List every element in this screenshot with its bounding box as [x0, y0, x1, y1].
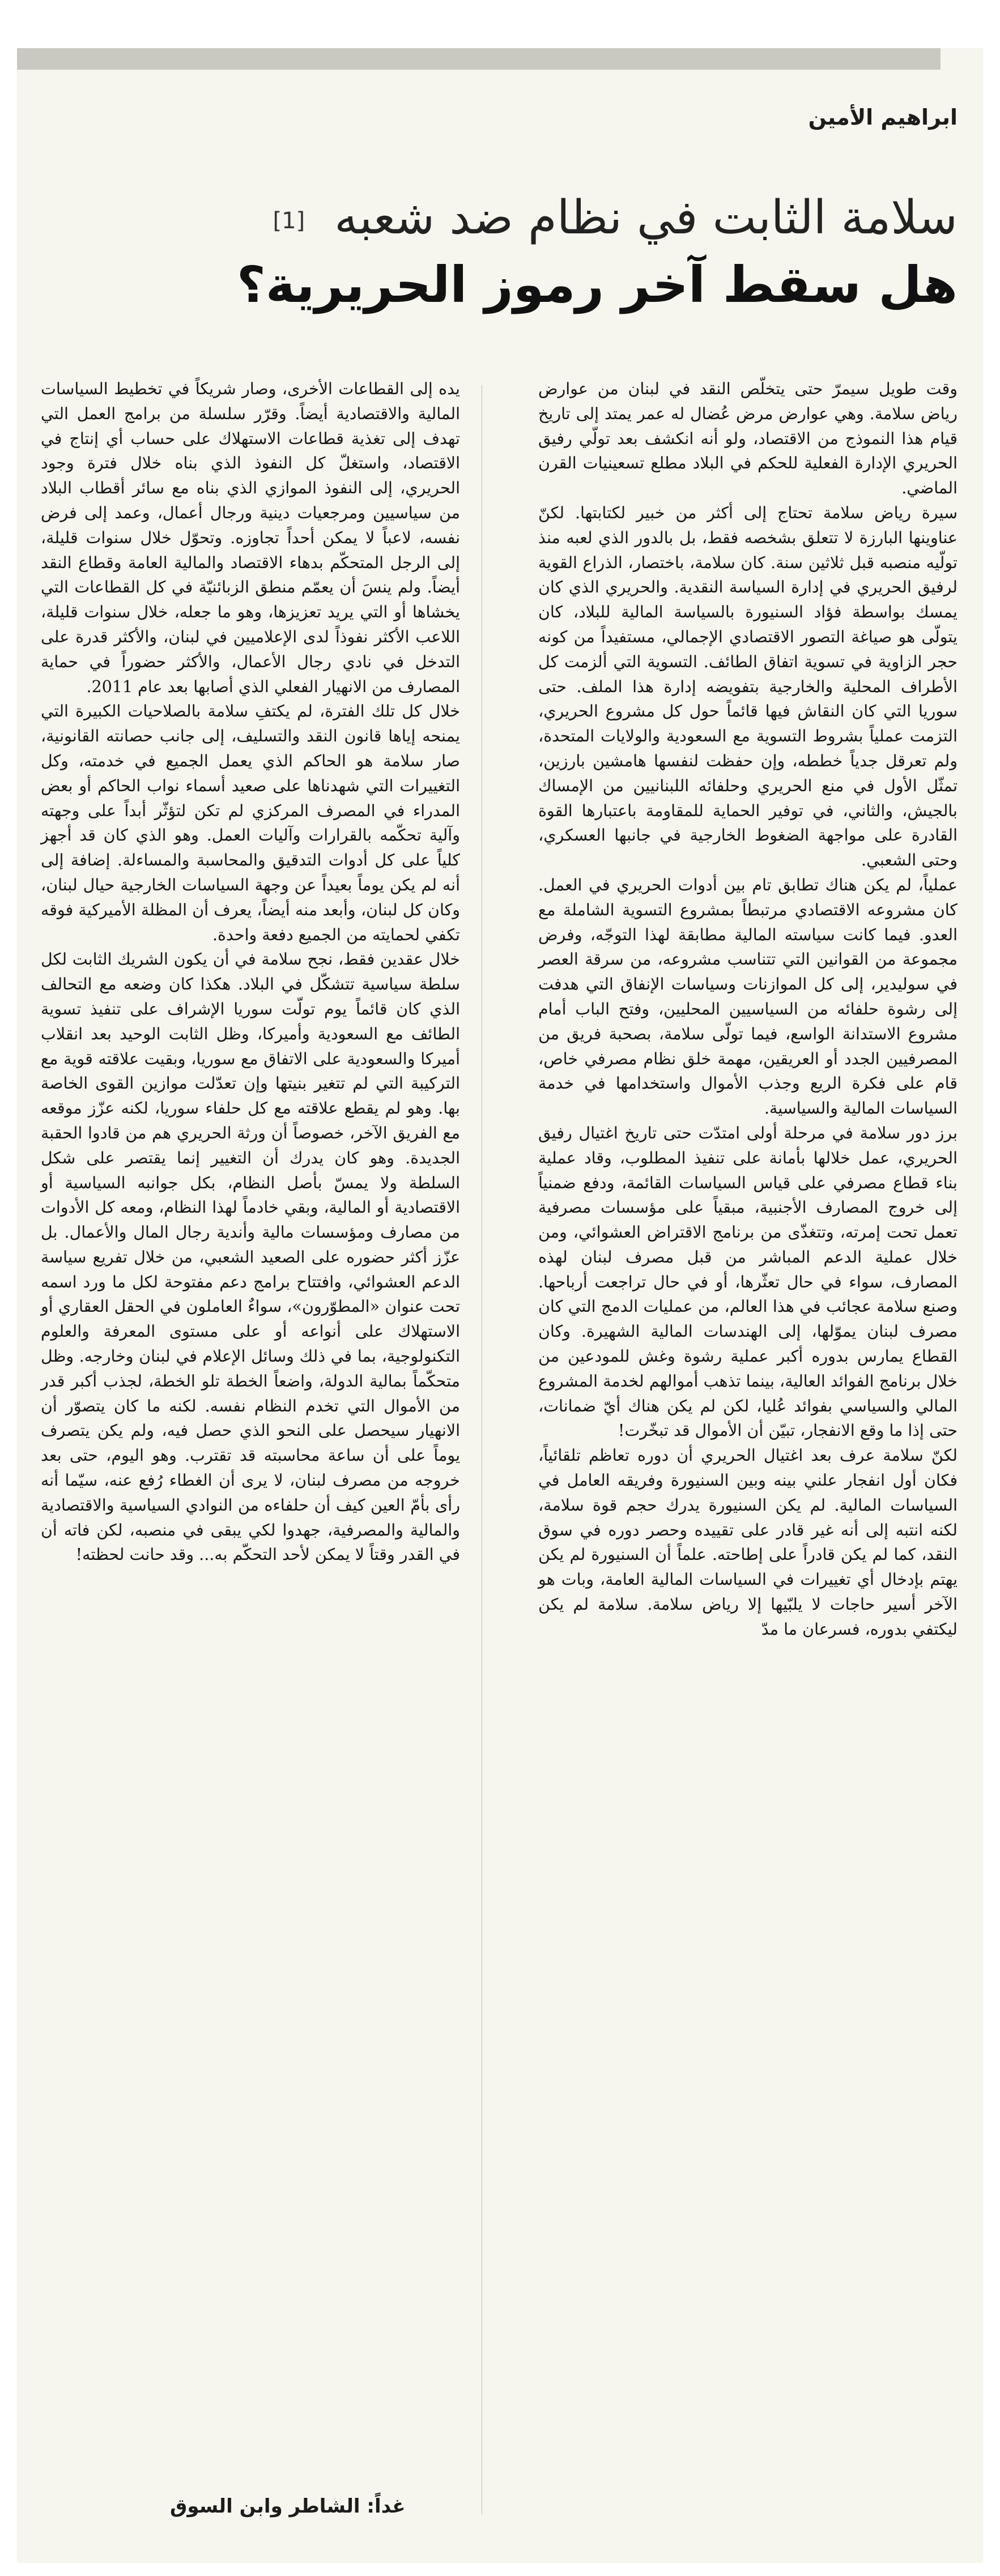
top-band — [17, 48, 941, 70]
headline-sub: هل سقط آخر رموز الحريرية؟ — [236, 255, 958, 314]
next-part-note: غداً: الشاطر وابن السوق — [170, 2495, 406, 2518]
article-column-left: يده إلى القطاعات الأخرى، وصار شريكاً في تخطيط السياسات المالية والاقتصادية أيضاً. وقرّر سلسلة من برامج العمل التي تهدف إلى تغذية قطاعات الاستهلاك على حساب أي إنتاج في الاقتصاد، واستغلّ كل النفوذ الذي بناه خلال فترة وجود الحريري، إلى النفوذ الموازي الذي بناه مع سائر أقطاب البلاد من سياسيين ومرجعيات دينية ورجال أعمال، وعمد إلى فرض نفسه، لاعباً لا يمكن أحداً تجاوزه. وتحوّل خلال سنوات قليلة، إلى الرجل المتحكّم بدهاء الاقتصاد والمالية العامة وقطاع النقد أيضاً. ولم ينسَ أن يعمّم منطق الزبائنيّة في كل القطاعات التي يخشاها أو التي يريد تعزيزها، وهو ما جعله، خلال سنوات قليلة، اللاعب الأكثر نفوذاً لدى الإعلاميين في لبنان، والأكثر قدرة على التدخل في نادي رجال الأعمال، والأكثر حضوراً في حماية المصارف من الانهيار الفعلي الذي أصابها بعد عام 2011. خلال كل تلك الفترة، لم يكتفِ سلامة بالصلاحيات الكبيرة التي يمنحه إياها قانون النقد والتسليف، إلى جانب حصانته القانونية، صار سلامة هو الحاكم الذي يعمل الجميع في خدمته، وكل التغييرات التي شهدناها على صعيد أسماء نواب الحاكم أو بعض المدراء في المصرف المركزي لم تكن لتؤثّر أبداً على وجهته وآلية تحكّمه بالقرارات وآليات العمل. وهو الذي كان قد أجهز كلياً على كل أدوات التدقيق والمحاسبة والمساءلة. إضافة إلى أنه لم يكن يوماً بعيداً عن وجهة السياسات الخارجية حيال لبنان، وكان كل لبنان، وأبعد منه أيضاً، يعرف أن المظلة الأميركية فوقه تكفي لحمايته من الجميع دفعة واحدة. خلال عقدين فقط، نجح سلامة في أن يكون الشريك الثابت لكل سلطة سياسية تتشكّل في البلاد. هكذا كان وضعه مع التحالف الذي كان قائماً يوم تولّت سوريا الإشراف على تنفيذ تسوية الطائف مع السعودية وأميركا، وظل الثابت الوحيد بعد انقلاب أميركا والسعودية على الاتفاق مع سوريا، وبقيت علاقته قوية مع التركيبة التي لم تتغير بنيتها وإن تعدّلت موازين القوى الخاصة بها. وهو لم يقطع علاقته مع كل حلفاء سوريا، لكنه عزّز موقعه مع الفريق الآخر، خصوصاً أن ورثة الحريري هم من قادوا الحقبة الجديدة. وهو كان يدرك أن التغيير إنما يقتصر على شكل السلطة ولا يمسّ بأصل النظام، بكل جوانبه السياسية أو الاقتصادية أو المالية، وبقي خادماً لهذا النظام، ومعه كل الأدوات من مصارف ومؤسسات مالية وأندية رجال المال والأعمال. بل عزّز أكثر حضوره على الصعيد الشعبي، من خلال تفريع سياسة الدعم العشوائي، وافتتاح برامج دعم مفتوحة لكل ما ورد اسمه تحت عنوان «المطوّرون»، سواءٌ العاملون في الحقل العقاري أو الاستهلاك على أنواعه أو على مستوى المعرفة والعلوم التكنولوجية، بما في ذلك وسائل الإعلام في لبنان وخارجه. وظل متحكّماً بمالية الدولة، واضعاً الخطة تلو الخطة، لجذب أكبر قدر من الأموال التي تخدم النظام نفسه. لكنه ما كان يتصوّر أن الانهيار سيحصل على النحو الذي حصل فيه، ولم يكن يتصرف يوماً على أن ساعة محاسبته قد تقترب. وهو اليوم، حتى بعد خروجه من مصرف لبنان، لا يرى أن الغطاء رُفع عنه، سيّما أنه رأى بأمّ العين كيف أن حلفاءه من النوادي السياسية والاقتصادية والمالية والمصرفية، جهدوا لكي يبقى في منصبه، لكن فاته أن في القدر وقتاً لا يمكن لأحد التحكّم به... وقد حانت لحظته! — [41, 379, 460, 1564]
part-marker: [1] — [273, 207, 305, 234]
author-byline: ابراهيم الأمين — [808, 105, 958, 130]
article-column-right: وقت طويل سيمرّ حتى يتخلّص النقد في لبنان من عوارض رياض سلامة. وهي عوارض مرض عُضال له عمر يمتد إلى تاريخ قيام هذا النموذج من الاقتصاد، ولو أنه انكشف بعد تولّي رفيق الحريري الإدارة الفعلية للحكم في البلاد مطلع تسعينيات القرن الماضي. سيرة رياض سلامة تحتاج إلى أكثر من خبير لكتابتها. لكنّ عناوينها البارزة لا تتعلق بشخصه فقط، بل بالدور الذي لعبه منذ تولّيه منصبه قبل ثلاثين سنة. كان سلامة، باختصار، الذراع القوية لرفيق الحريري في إدارة السياسة النقدية. والحريري الذي كان يمسك بواسطة فؤاد السنيورة بالسياسة المالية للبلاد، كان يتولّى هو صياغة التصور الاقتصادي الإجمالي، مستفيداً من كونه حجر الزاوية في تسوية اتفاق الطائف. التسوية التي ألزمت كل الأطراف المحلية والخارجية بتفويضه إدارة هذا الملف. حتى سوريا التي كان النقاش فيها قائماً حول كل مشروع الحريري، التزمت عملياً بشروط التسوية مع السعودية والولايات المتحدة، ولم تعرقل جدياً خططه، وإن حفظت لنفسها هامشين بارزين، تمثّل الأول في منع الحريري وحلفائه اللبنانيين من الإمساك بالجيش، والثاني، في توفير الحماية للمقاومة باعتبارها القوة القادرة على مواجهة الضغوط الخارجية في جانبها العسكري، وحتى الشعبي. عملياً، لم يكن هناك تطابق تام بين أدوات الحريري في العمل. كان مشروعه الاقتصادي مرتبطاً بمشروع التسوية الشاملة مع العدو. فيما كانت سياسته المالية مطابقة لهذا التوجّه، وفرض مجموعة من القوانين التي تتناسب مشروعه، من سرقة العصر في سوليدير، إلى كل الموازنات وسياسات الإنفاق التي هدفت إلى رشوة حلفائه من السياسيين المحليين، وفتح الباب أمام مشروع الاستدانة الواسع، فيما تولّى سلامة، بصحبة فريق من المصرفيين الجدد أو العريقين، مهمة خلق نظام مصرفي خاص، قام على فكرة الريع وجذب الأموال واستخدامها في خدمة السياسات المالية والسياسية. برز دور سلامة في مرحلة أولى امتدّت حتى تاريخ اغتيال رفيق الحريري، عمل خلالها بأمانة على تنفيذ المطلوب، وقاد عملية بناء قطاع مصرفي على قياس السياسات القائمة، ودفع ضمنياً إلى خروج المصارف الأجنبية، مبقياً على مؤسسات مصرفية تعمل تحت إمرته، وتتغذّى من برنامج الاقتراض العشوائي، ومن خلال عملية الدعم المباشر من قبل مصرف لبنان لهذه المصارف، سواء في حال تعثّرها، أو في حال تراجعت أرباحها. وصنع سلامة عجائب في هذا العالم، من عمليات الدمج التي كان مصرف لبنان يموّلها، إلى الهندسات المالية الشهيرة. وكان القطاع يمارس بدوره أكبر عملية رشوة وغش للمودعين من خلال برنامج الفوائد العالية، بينما تذهب أموالهم لخدمة المشروع المالي والسياسي بفوائد عُليا، لكن لم يكن هناك أيّ ضمانات، حتى إذا ما وقع الانفجار، تبيّن أن الأموال قد تبخّرت! لكنّ سلامة عرف بعد اغتيال الحريري أن دوره تعاظم تلقائياً، فكان أول انفجار علني بينه وبين السنيورة وفريقه العامل في السياسات المالية. لم يكن السنيورة يدرك حجم قوة سلامة، لكنه انتبه إلى أنه غير قادر على تقييده وحصر دوره في سوق النقد، كما لم يكن قادراً على إطاحته. علماً أن السنيورة لم يكن يهتم بإدخال أي تغييرات في السياسات المالية العامة، وبات هو الآخر أسير حاجات لا يلبّيها إلا رياض سلامة. سلامة لم يكن ليكتفي بدوره، فسرعان ما مدّ — [538, 379, 958, 1639]
headline-main-text: سلامة الثابت في نظام ضد شعبه — [334, 191, 958, 245]
headline-main — [74, 190, 958, 249]
